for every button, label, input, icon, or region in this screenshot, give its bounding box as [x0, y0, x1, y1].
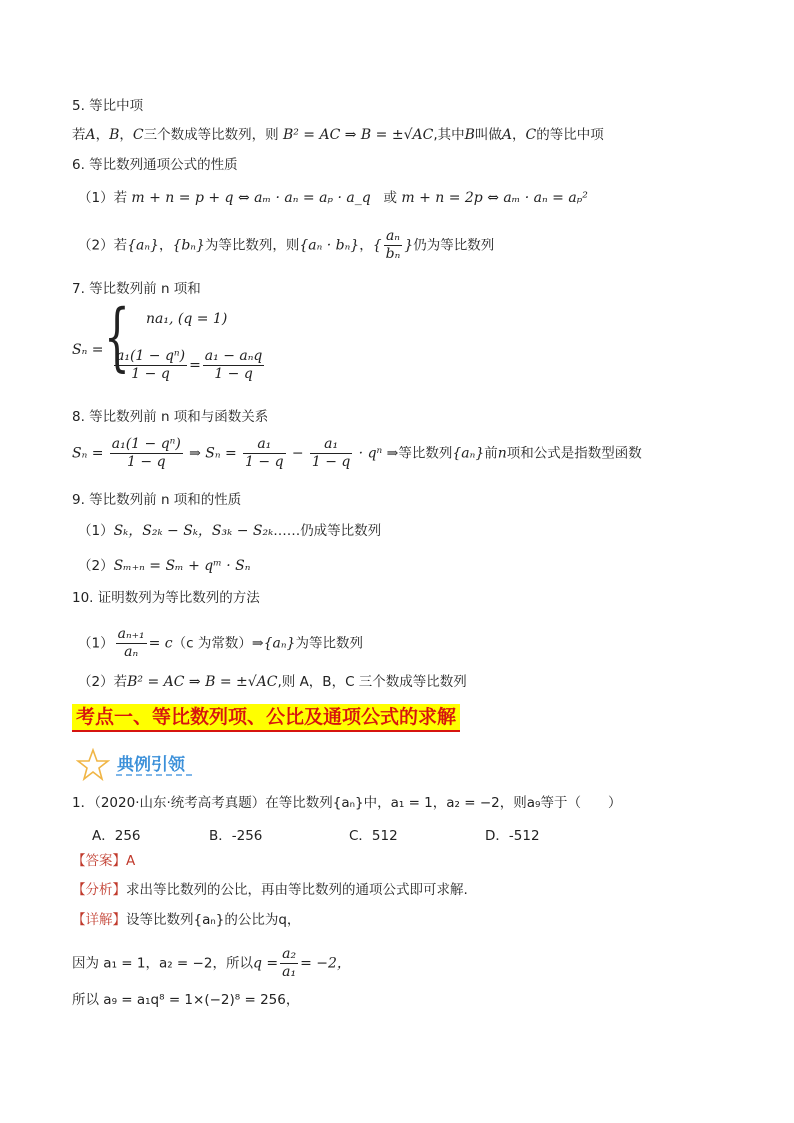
fraction: $\frac{\text{a₁}}{1 - q}$	[311, 436, 351, 470]
option-c: C．512	[349, 828, 398, 844]
section-9-title: 9. 等比数列前 n 项和的性质	[72, 492, 242, 508]
detail-line-3: 所以 a₉ = a₁q⁸ = 1×(−2)⁸ = 256，	[72, 992, 300, 1008]
section-6-property-1: （1）若 m + n = p + q ⇔ aₘ · aₙ = aₚ · a_q 或 m + n = 2p ⇔ aₘ · aₙ = aₚ²	[78, 190, 588, 206]
example-underline	[116, 774, 192, 776]
section-6-title: 6. 等比数列通项公式的性质	[72, 157, 238, 173]
answer-value: A	[126, 853, 136, 869]
section-6-property-2: （2）若{aₙ}，{bₙ}为等比数列，则{aₙ · bₙ}，{ $\frac{\text{aₙ}}{\text{bₙ}}$ }仍为等比数列	[78, 228, 495, 262]
option-b: B．-256	[209, 828, 263, 844]
section-10-method-2: （2）若B² = AC ⇒ B = ±√AC,则 A，B，C 三个数成等比数列	[78, 674, 467, 690]
section-7-lhs: Sₙ =	[72, 342, 104, 358]
section-5-title: 5. 等比中项	[72, 98, 144, 114]
answer-line	[72, 851, 135, 871]
example-title: 典例引领	[117, 755, 185, 775]
fraction: $\frac{\text{a₁ − aₙq}}{1 - q}$	[204, 348, 263, 382]
section-9-property-1: （1）Sₖ，S₂ₖ − Sₖ，S₃ₖ − S₂ₖ……仍成等比数列	[78, 523, 382, 539]
section-5-body: 若A，B，C三个数成等比数列，则 B² = AC ⇒ B = ±√AC,其中B叫做A，C的等比中项	[72, 127, 604, 143]
section-10-title: 10. 证明数列为等比数列的方法	[72, 590, 260, 606]
section-8-formula: Sₙ = $\frac{\text{a₁(1 − qⁿ)}}{1 - q}$ ⇒ Sₙ = $\frac{\text{a₁}}{1 - q}$ − $\frac{\text{a₁}}{1 - q}$ · qⁿ ⇒等比数列{aₙ}前n项和公式是指数型函数	[72, 436, 642, 470]
section-10-method-1: （1） $\frac{\text{aₙ₊₁}}{\text{aₙ}}$ = c（c 为常数）⇒{aₙ}为等比数列	[78, 626, 363, 660]
section-5-equation: B² = AC ⇒ B = ±√AC	[282, 127, 434, 143]
question-stem: 1．（2020·山东·统考高考真题）在等比数列{aₙ}中，a₁ = 1，a₂ = −2，则a₉等于（ ）	[72, 795, 622, 811]
fraction: $\frac{\text{a₁}}{1 - q}$	[245, 436, 284, 470]
star-icon	[76, 748, 110, 782]
fraction: $\frac{\text{aₙ₊₁}}{\text{aₙ}}$	[117, 626, 145, 660]
fraction: $\frac{\text{a₁(1 − qⁿ)}}{1 - q}$	[111, 436, 181, 470]
analysis-tag: 【分析】	[72, 882, 126, 898]
topic-heading: 考点一、等比数列项、公比及通项公式的求解	[72, 704, 460, 732]
section-8-title: 8. 等比数列前 n 项和与函数关系	[72, 409, 269, 425]
section-7-title: 7. 等比数列前 n 项和	[72, 281, 201, 297]
analysis-line: 【分析】求出等比数列的公比，再由等比数列的通项公式即可求解.	[72, 882, 468, 898]
detail-line-2: 因为 a₁ = 1，a₂ = −2，所以q = $\frac{\text{a₂}}{\text{a₁}}$ = −2，	[72, 946, 351, 980]
fraction: $\frac{\text{a₂}}{\text{a₁}}$	[282, 946, 297, 980]
option-d: D．-512	[485, 828, 540, 844]
section-9-property-2: （2）Sₘ₊ₙ = Sₘ + qᵐ · Sₙ	[78, 558, 251, 574]
section-7-case-2: $\frac{\text{a₁(1 − qⁿ)}}{1 - q}$ = $\frac{\text{a₁ − aₙq}}{1 - q}$	[116, 348, 263, 382]
fraction: $\frac{\text{a₁(1 − qⁿ)}}{1 - q}$	[116, 348, 186, 382]
fraction: $\frac{\text{aₙ}}{\text{bₙ}}$	[385, 228, 401, 262]
detail-line-1: 【详解】设等比数列{aₙ}的公比为q，	[72, 912, 301, 928]
left-brace: {	[104, 294, 130, 380]
option-a: A．256	[92, 828, 141, 844]
detail-tag: 【详解】	[72, 912, 126, 928]
section-7-case-1: na₁, (q = 1)	[146, 311, 228, 327]
answer-tag: 【答案】	[72, 853, 126, 869]
